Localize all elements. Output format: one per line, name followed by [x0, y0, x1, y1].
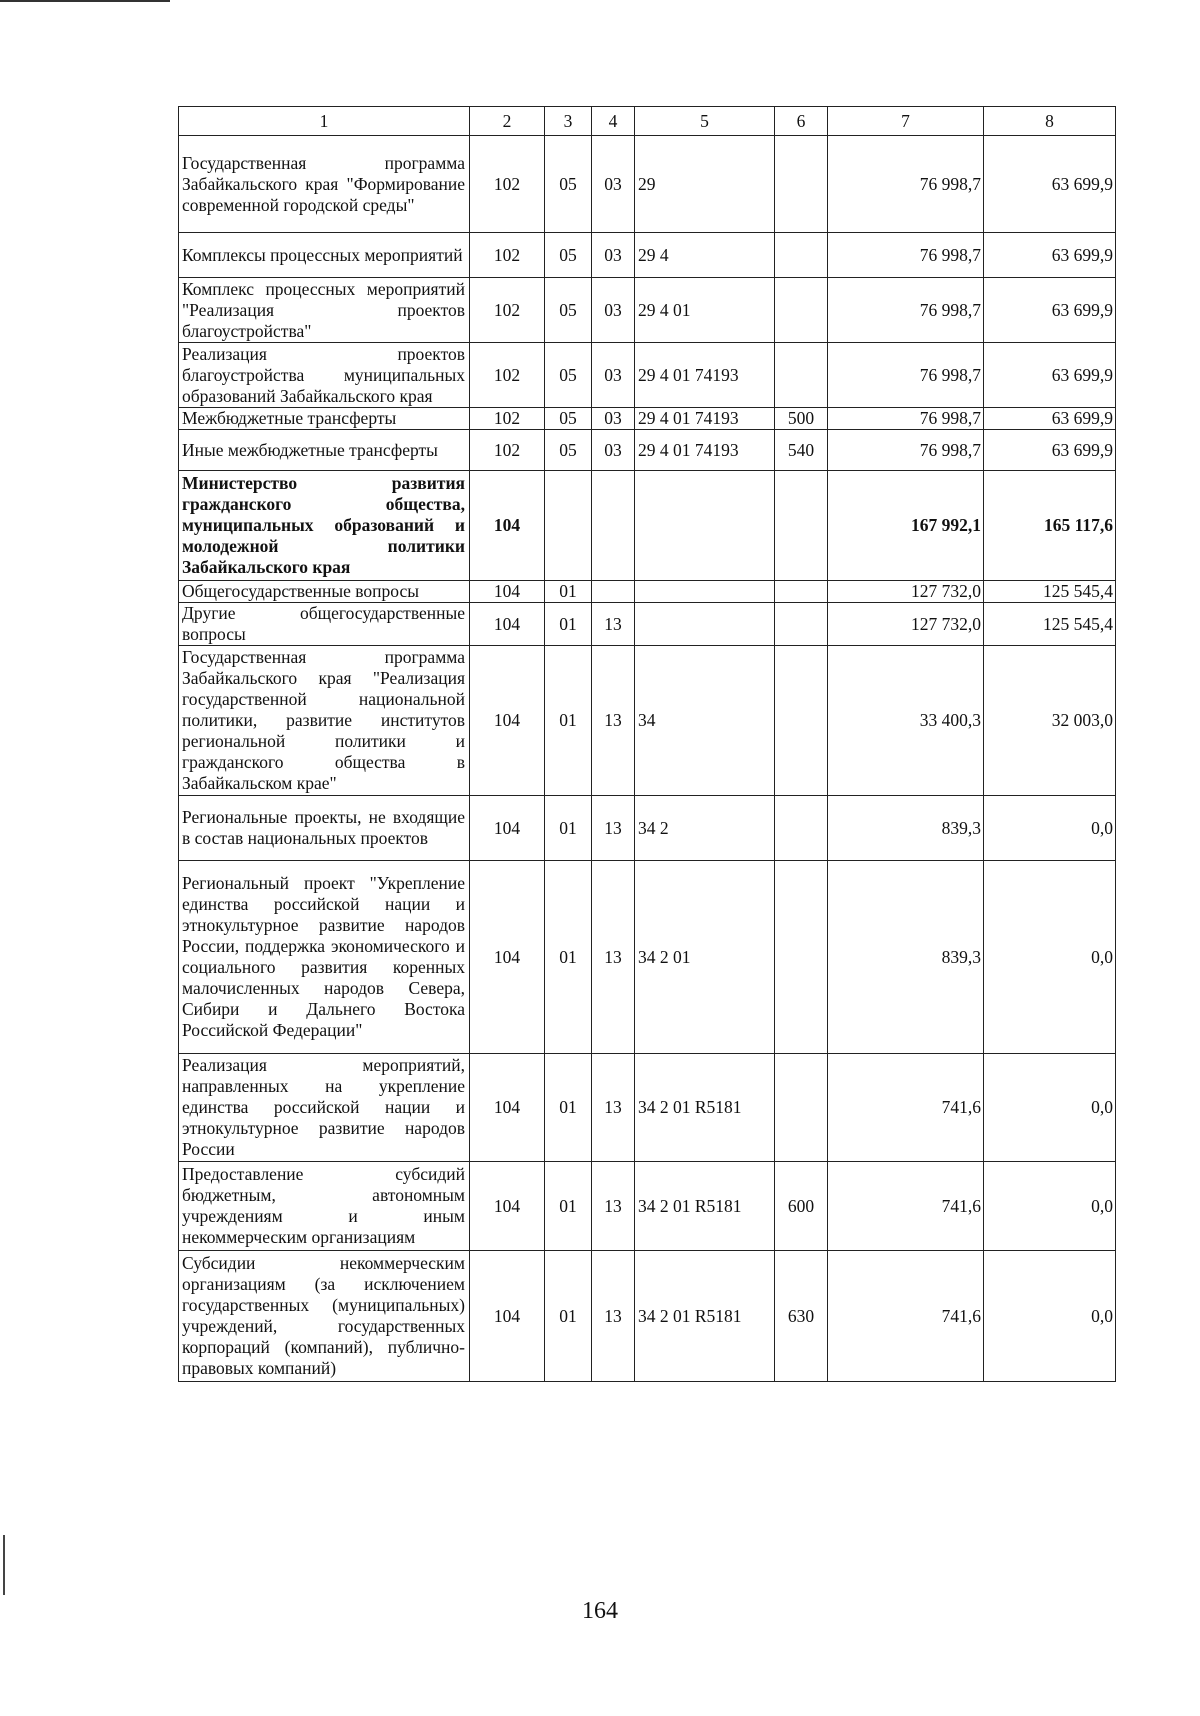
subsection-code-cell: 03: [592, 343, 635, 408]
expense-type-cell: [775, 796, 828, 861]
section-code-cell: [545, 471, 592, 581]
expense-type-cell: 630: [775, 1251, 828, 1382]
target-article-cell: 34 2 01: [635, 861, 775, 1054]
target-article-cell: 29 4: [635, 233, 775, 278]
table-row: [179, 136, 1116, 233]
table-row: [179, 278, 1116, 343]
amount-year2-cell: 125 545,4: [984, 581, 1116, 603]
item-name-cell: Субсидии некоммерческим организациям (за исключением государственных (муниципальных) учреждений, государственных корпораций (компаний), публично-правовых компаний): [179, 1251, 470, 1382]
amount-year1-cell: 167 992,1: [828, 471, 984, 581]
expense-type-cell: [775, 233, 828, 278]
amount-year2-cell: 0,0: [984, 1162, 1116, 1251]
item-name-cell: Реализация мероприятий, направленных на укрепление единства российской нации и этнокультурное развитие народов России: [179, 1054, 470, 1162]
amount-year1-cell: 33 400,3: [828, 646, 984, 796]
target-article-cell: [635, 603, 775, 646]
target-article-cell: 34 2 01 R5181: [635, 1162, 775, 1251]
admin-code-cell: 104: [470, 1162, 545, 1251]
section-code-cell: 01: [545, 603, 592, 646]
item-name-cell: Государственная программа Забайкальского края "Реализация государственной национальной политики, развитие институтов региональной политики и гражданского общества в Забайкальском крае": [179, 646, 470, 796]
item-name-cell: Реализация проектов благоустройства муниципальных образований Забайкальского края: [179, 343, 470, 408]
amount-year1-cell: 741,6: [828, 1162, 984, 1251]
amount-year1-cell: 76 998,7: [828, 136, 984, 233]
target-article-cell: 34 2: [635, 796, 775, 861]
expense-type-cell: [775, 861, 828, 1054]
expense-type-cell: [775, 603, 828, 646]
table-row: [179, 408, 1116, 430]
header-cell: 6: [775, 107, 828, 136]
page-number: 164: [582, 1598, 618, 1624]
amount-year2-cell: 0,0: [984, 796, 1116, 861]
item-name-cell: Межбюджетные трансферты: [179, 408, 470, 430]
amount-year2-cell: 63 699,9: [984, 430, 1116, 471]
amount-year2-cell: 32 003,0: [984, 646, 1116, 796]
target-article-cell: [635, 471, 775, 581]
table-row: [179, 603, 1116, 646]
table-row: [179, 1162, 1116, 1251]
target-article-cell: 29 4 01 74193: [635, 343, 775, 408]
subsection-code-cell: 03: [592, 233, 635, 278]
amount-year1-cell: 76 998,7: [828, 343, 984, 408]
section-code-cell: 01: [545, 1162, 592, 1251]
admin-code-cell: 102: [470, 278, 545, 343]
table-row: [179, 1251, 1116, 1382]
amount-year2-cell: 63 699,9: [984, 136, 1116, 233]
amount-year2-cell: 63 699,9: [984, 278, 1116, 343]
target-article-cell: 34 2 01 R5181: [635, 1251, 775, 1382]
section-code-cell: 05: [545, 430, 592, 471]
section-code-cell: 05: [545, 136, 592, 233]
subsection-code-cell: 13: [592, 1054, 635, 1162]
item-name-cell: Предоставление субсидий бюджетным, автономным учреждениям и иным некоммерческим организациям: [179, 1162, 470, 1251]
amount-year2-cell: 0,0: [984, 861, 1116, 1054]
expense-type-cell: [775, 646, 828, 796]
section-code-cell: 05: [545, 278, 592, 343]
amount-year2-cell: 63 699,9: [984, 233, 1116, 278]
table-row: [179, 796, 1116, 861]
subsection-code-cell: [592, 471, 635, 581]
section-code-cell: 01: [545, 1251, 592, 1382]
section-code-cell: 05: [545, 408, 592, 430]
section-code-cell: 01: [545, 1054, 592, 1162]
subsection-code-cell: 03: [592, 430, 635, 471]
table-row: [179, 343, 1116, 408]
expense-type-cell: [775, 278, 828, 343]
target-article-cell: 34: [635, 646, 775, 796]
admin-code-cell: 104: [470, 796, 545, 861]
scan-edge-mark: [0, 0, 170, 2]
item-name-cell: Региональные проекты, не входящие в состав национальных проектов: [179, 796, 470, 861]
subsection-code-cell: 13: [592, 796, 635, 861]
header-cell: 7: [828, 107, 984, 136]
admin-code-cell: 104: [470, 861, 545, 1054]
admin-code-cell: 104: [470, 1251, 545, 1382]
admin-code-cell: 104: [470, 581, 545, 603]
table-row: [179, 861, 1116, 1054]
amount-year1-cell: 839,3: [828, 796, 984, 861]
amount-year2-cell: 63 699,9: [984, 408, 1116, 430]
amount-year2-cell: 125 545,4: [984, 603, 1116, 646]
table-row: [179, 581, 1116, 603]
table-row: [179, 430, 1116, 471]
expense-type-cell: 600: [775, 1162, 828, 1251]
section-code-cell: 01: [545, 581, 592, 603]
item-name-cell: Общегосударственные вопросы: [179, 581, 470, 603]
item-name-cell: Иные межбюджетные трансферты: [179, 430, 470, 471]
section-code-cell: 01: [545, 796, 592, 861]
item-name-cell: Комплекс процессных мероприятий "Реализация проектов благоустройства": [179, 278, 470, 343]
section-code-cell: 05: [545, 233, 592, 278]
amount-year1-cell: 127 732,0: [828, 581, 984, 603]
amount-year1-cell: 127 732,0: [828, 603, 984, 646]
subsection-code-cell: 03: [592, 136, 635, 233]
admin-code-cell: 104: [470, 603, 545, 646]
amount-year1-cell: 741,6: [828, 1251, 984, 1382]
header-cell: 3: [545, 107, 592, 136]
amount-year2-cell: 63 699,9: [984, 343, 1116, 408]
item-name-cell: Другие общегосударственные вопросы: [179, 603, 470, 646]
amount-year1-cell: 76 998,7: [828, 278, 984, 343]
expense-type-cell: [775, 1054, 828, 1162]
target-article-cell: 34 2 01 R5181: [635, 1054, 775, 1162]
amount-year2-cell: 0,0: [984, 1054, 1116, 1162]
item-name-cell: Региональный проект "Укрепление единства российской нации и этнокультурное развитие народов России, поддержка экономического и социального развития коренных малочисленных народов Севера, Сибири и Дальнего Востока Российской Федерации": [179, 861, 470, 1054]
table-header-row: [179, 107, 1116, 136]
item-name-cell: Комплексы процессных мероприятий: [179, 233, 470, 278]
expense-type-cell: 540: [775, 430, 828, 471]
table-row: [179, 471, 1116, 581]
subsection-code-cell: 03: [592, 278, 635, 343]
header-cell: 1: [179, 107, 470, 136]
expense-type-cell: [775, 343, 828, 408]
table-row: [179, 233, 1116, 278]
item-name-cell: Министерство развития гражданского общества, муниципальных образований и молодежной политики Забайкальского края: [179, 471, 470, 581]
item-name-cell: Государственная программа Забайкальского края "Формирование современной городской среды": [179, 136, 470, 233]
admin-code-cell: 102: [470, 233, 545, 278]
target-article-cell: 29 4 01 74193: [635, 408, 775, 430]
target-article-cell: [635, 581, 775, 603]
subsection-code-cell: 13: [592, 1251, 635, 1382]
header-cell: 4: [592, 107, 635, 136]
expense-type-cell: [775, 581, 828, 603]
subsection-code-cell: 13: [592, 1162, 635, 1251]
section-code-cell: 05: [545, 343, 592, 408]
admin-code-cell: 102: [470, 430, 545, 471]
target-article-cell: 29 4 01 74193: [635, 430, 775, 471]
amount-year2-cell: 165 117,6: [984, 471, 1116, 581]
table-body: [179, 107, 1116, 1382]
subsection-code-cell: 03: [592, 408, 635, 430]
subsection-code-cell: [592, 581, 635, 603]
amount-year2-cell: 0,0: [984, 1251, 1116, 1382]
amount-year1-cell: 839,3: [828, 861, 984, 1054]
subsection-code-cell: 13: [592, 861, 635, 1054]
subsection-code-cell: 13: [592, 603, 635, 646]
expense-type-cell: [775, 471, 828, 581]
expense-type-cell: [775, 136, 828, 233]
target-article-cell: 29: [635, 136, 775, 233]
amount-year1-cell: 76 998,7: [828, 408, 984, 430]
header-cell: 2: [470, 107, 545, 136]
budget-table: [178, 106, 1116, 1382]
amount-year1-cell: 76 998,7: [828, 430, 984, 471]
scan-edge-mark: [3, 1535, 5, 1595]
admin-code-cell: 102: [470, 343, 545, 408]
table-row: [179, 646, 1116, 796]
amount-year1-cell: 741,6: [828, 1054, 984, 1162]
table-row: [179, 1054, 1116, 1162]
admin-code-cell: 102: [470, 408, 545, 430]
section-code-cell: 01: [545, 646, 592, 796]
target-article-cell: 29 4 01: [635, 278, 775, 343]
admin-code-cell: 104: [470, 1054, 545, 1162]
header-cell: 5: [635, 107, 775, 136]
header-cell: 8: [984, 107, 1116, 136]
amount-year1-cell: 76 998,7: [828, 233, 984, 278]
admin-code-cell: 104: [470, 471, 545, 581]
section-code-cell: 01: [545, 861, 592, 1054]
admin-code-cell: 102: [470, 136, 545, 233]
expense-type-cell: 500: [775, 408, 828, 430]
subsection-code-cell: 13: [592, 646, 635, 796]
admin-code-cell: 104: [470, 646, 545, 796]
